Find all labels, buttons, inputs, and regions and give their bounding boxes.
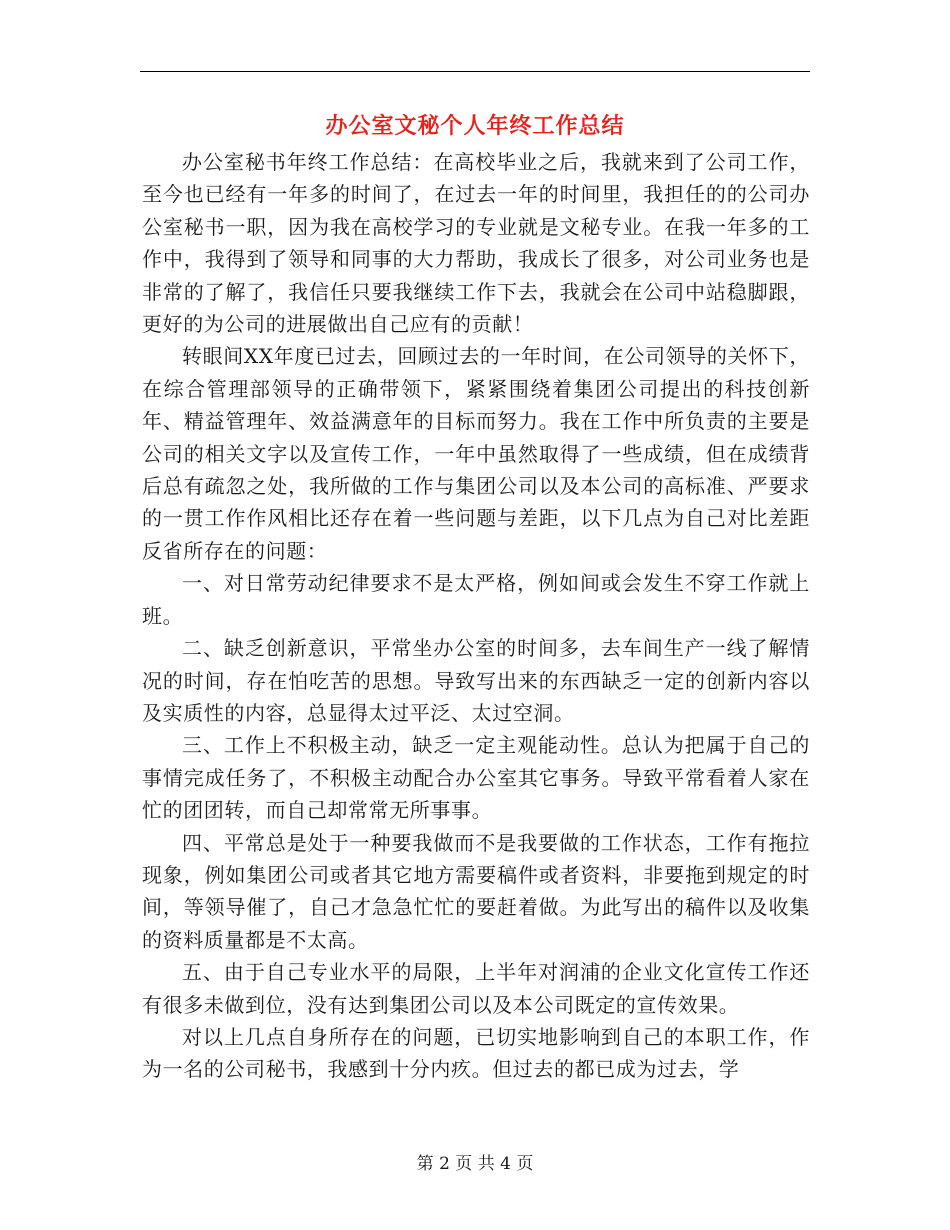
paragraph-issue-1: 一、对日常劳动纪律要求不是太严格，例如间或会发生不穿工作就上班。 — [142, 571, 810, 628]
paragraph-reflection: 对以上几点自身所存在的问题，已切实地影响到自己的本职工作，作为一名的公司秘书，我感到十分内疚。但过去的都已成为过去，学 — [142, 1024, 810, 1082]
paragraph-issue-3: 三、工作上不积极主动，缺乏一定主观能动性。总认为把属于自己的事情完成任务了，不积极主动配合办公室其它事务。导致平常看着人家在忙的团团转，而自己却常常无所事事。 — [142, 733, 810, 823]
paragraph-issue-2: 二、缺乏创新意识，平常坐办公室的时间多，去车间生产一线了解情况的时间，存在怕吃苦的思想。导致写出来的东西缺乏一定的创新内容以及实质性的内容，总显得太过平泛、太过空洞。 — [142, 636, 810, 725]
document-body — [142, 146, 810, 1086]
paragraph-review: 转眼间XX年度已过去，回顾过去的一年时间，在公司领导的关怀下，在综合管理部领导的正确带领下，紧紧围绕着集团公司提出的科技创新年、精益管理年、效益满意年的目标而努力。我在工作中所负责的主要是公司的相关文字以及宣传工作，一年中虽然取得了一些成绩，但在成绩背后总有疏忽之处，我所做的工作与集团公司以及本公司的高标准、严要求的一贯工作作风相比还存在着一些问题与差距，以下几点为自己对比差距反省所存在的问题： — [142, 344, 810, 563]
document-title: 办公室文秘个人年终工作总结 — [325, 113, 625, 139]
paragraph-issue-4: 四、平常总是处于一种要我做而不是我要做的工作状态，工作有拖拉现象，例如集团公司或者其它地方需要稿件或者资料，非要拖到规定的时间，等领导催了，自己才急急忙忙的要赶着做。为此写出的稿件以及收集的资料质量都是不太高。 — [142, 830, 810, 952]
paragraph-intro: 办公室秘书年终工作总结：在高校毕业之后，我就来到了公司工作，至今也已经有一年多的时间了，在过去一年的时间里，我担任的的公司办公室秘书一职，因为我在高校学习的专业就是文秘专业。在我一年多的工作中，我得到了领导和同事的大力帮助，我成长了很多，对公司业务也是非常的了解了，我信任只要我继续工作下去，我就会在公司中站稳脚跟，更好的为公司的进展做出自己应有的贡献！ — [142, 150, 810, 337]
page-number: 第 2 页 共 4 页 — [416, 1154, 534, 1174]
header-rule — [140, 71, 810, 72]
paragraph-issue-5: 五、由于自己专业水平的局限，上半年对润浦的企业文化宣传工作还有很多未做到位，没有达到集团公司以及本公司既定的宣传效果。 — [142, 960, 810, 1017]
